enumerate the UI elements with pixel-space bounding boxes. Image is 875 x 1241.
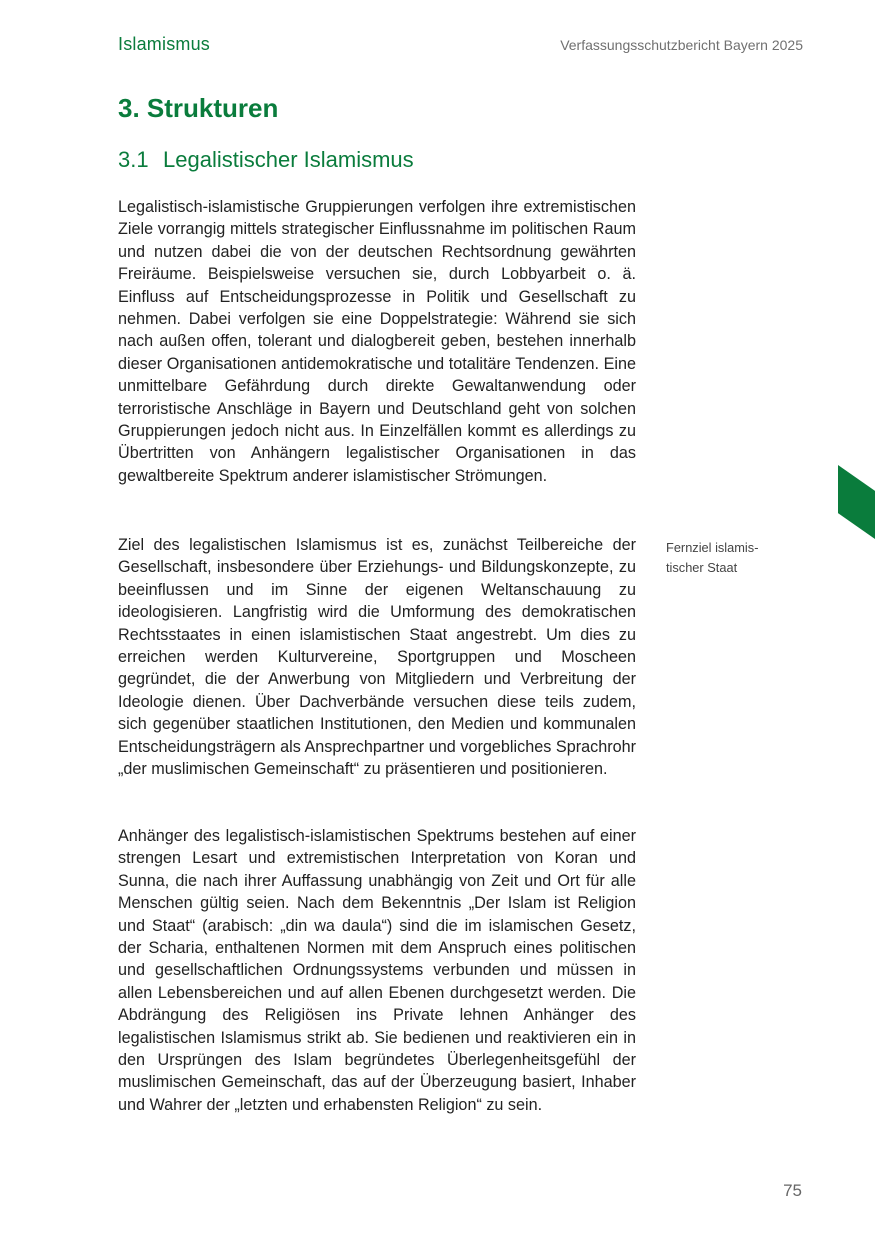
- chapter-tab-marker: [838, 465, 875, 539]
- page-number: 75: [783, 1181, 802, 1200]
- section-heading: [118, 147, 414, 173]
- section-title: Legalistischer Islamismus: [163, 147, 414, 172]
- body-paragraph-1: Legalistisch-islamistische Gruppierungen verfolgen ihre extremistischen Ziele vorrangig mittels strategischer Einflussnahme im politischen Raum und nutzen dabei die von der deutschen Rechtsordnung gewährten Freiräume. Beispielsweise versuchen sie, durch Lobbyarbeit o. ä. Einfluss auf Entscheidungsprozesse in Politik und Gesellschaft zu nehmen. Dabei verfolgen sie eine Doppelstrategie: Während sie sich nach außen offen, tolerant und dialogbereit geben, bestehen innerhalb dieser Organisationen antidemokratische und totalitäre Tendenzen. Eine unmittelbare Gefährdung durch direkte Gewaltanwendung oder terroristische Anschläge in Bayern und Deutschland geht von solchen Gruppierungen jedoch nicht aus. In Einzelfällen kommt es allerdings zu Übertritten von Anhängern legalistischer Organisationen in das gewaltbereite Spektrum anderer islamistischer Strömungen.: [118, 198, 636, 485]
- margin-note: Fernziel islamistischer Staat: [666, 540, 759, 575]
- body-paragraph-3: Anhänger des legalistisch-islamistischen Spektrums bestehen auf einer strengen Lesart und extremistischen Interpretation von Koran und Sunna, die nach ihrer Auffassung unabhängig von Zeit und Ort für alle Menschen gültig seien. Nach dem Bekenntnis „Der Islam ist Religion und Staat“ (arabisch: „din wa daula“) sind die im islamischen Gesetz, der Scharia, enthaltenen Normen mit dem Anspruch eines politischen und gesellschaftlichen Ordnungssystems verbunden und müssen in allen Lebensbereichen und auf allen Ebenen durchgesetzt werden. Die Abdrängung des Religiösen ins Private lehnen Anhänger des legalistischen Islamismus strikt ab. Sie bedienen und reaktivieren ein in den Ursprüngen des Islam begründetes Überlegenheitsgefühl der muslimischen Gemeinschaft, das auf der Überzeugung basiert, Inhaber und Wahrer der „letzten und erhabensten Religion“ zu sein.: [118, 827, 636, 1114]
- running-header-publication: Verfassungsschutzbericht Bayern 2025: [560, 37, 803, 53]
- running-header-section: Islamismus: [118, 34, 211, 54]
- body-paragraph-2: Ziel des legalistischen Islamismus ist es, zunächst Teilbereiche der Gesellschaft, insbesondere über Erziehungs- und Bildungskonzepte, zu beeinflussen und im Sinne der eigenen Weltanschauung zu ideologisieren. Langfristig wird die Umformung des demokratischen Rechtsstaates in einen islamistischen Staat angestrebt. Um dies zu erreichen werden Kulturvereine, Sportgruppen und Moscheen gegründet, die der Anwerbung von Mitgliedern und Verbreitung der Ideologie dienen. Über Dachverbände versuchen diese teils zudem, sich gegenüber staatlichen Institutionen, den Medien und kommunalen Entscheidungsträgern als Ansprechpartner und vorgebliches Sprachrohr „der muslimischen Gemeinschaft“ zu präsentieren und positionieren.: [118, 536, 636, 779]
- chapter-title: 3. Strukturen: [118, 93, 279, 123]
- section-number: 3.1: [118, 147, 149, 172]
